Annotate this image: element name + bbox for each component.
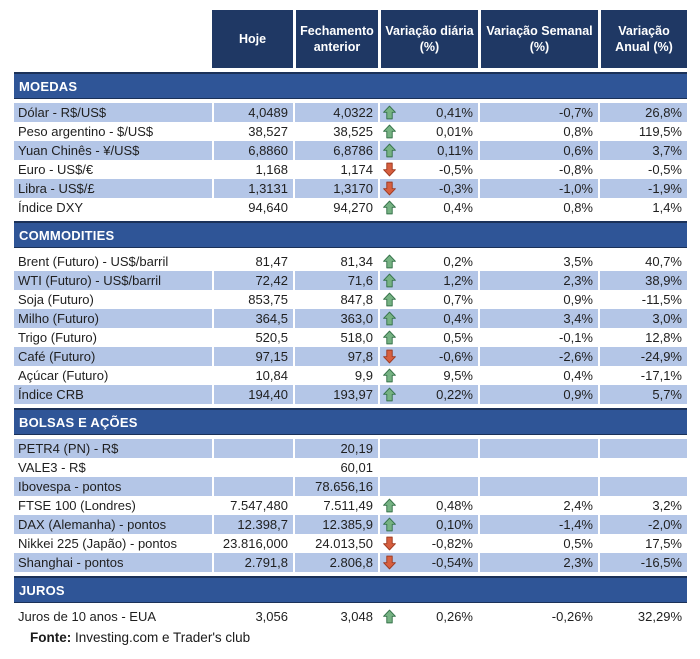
up-arrow-icon <box>382 609 397 624</box>
row-label: Ibovespa - pontos <box>18 479 122 494</box>
variacao-diaria-cell <box>378 309 478 328</box>
down-arrow-icon <box>382 162 397 177</box>
hoje-value <box>212 439 293 458</box>
row-label: DAX (Alemanha) - pontos <box>18 517 167 532</box>
variacao-diaria-cell <box>378 290 478 309</box>
variacao-anual-value: 3,2% <box>598 496 687 515</box>
row-label: Índice DXY <box>18 200 84 215</box>
fechamento-anterior-value: 24.013,50 <box>293 534 378 553</box>
variacao-diaria-value: 0,4% <box>443 311 473 326</box>
variacao-diaria-cell <box>378 179 478 198</box>
variacao-diaria-cell <box>378 141 478 160</box>
variacao-semanal-value: -0,7% <box>478 103 598 122</box>
variacao-semanal-value: -0,1% <box>478 328 598 347</box>
variacao-semanal-value: 0,9% <box>478 290 598 309</box>
variacao-diaria-cell <box>378 477 478 496</box>
up-arrow-icon <box>382 273 397 288</box>
down-arrow-icon <box>382 349 397 364</box>
up-arrow-icon <box>382 200 397 215</box>
variacao-semanal-value: 2,4% <box>478 496 598 515</box>
header-cell-empty <box>14 10 212 68</box>
row-label: Dólar - R$/US$ <box>18 105 107 120</box>
variacao-diaria-cell <box>378 347 478 366</box>
row-label: WTI (Futuro) - US$/barril <box>18 273 162 288</box>
table-row <box>14 160 687 179</box>
fechamento-anterior-value: 20,19 <box>293 439 378 458</box>
up-arrow-icon <box>382 311 397 326</box>
variacao-anual-value: 1,4% <box>598 198 687 217</box>
hoje-value: 364,5 <box>212 309 293 328</box>
variacao-semanal-value: 0,8% <box>478 198 598 217</box>
variacao-anual-value: 40,7% <box>598 252 687 271</box>
variacao-diaria-cell <box>378 271 478 290</box>
row-label: Euro - US$/€ <box>18 162 94 177</box>
table-row <box>14 141 687 160</box>
up-arrow-icon <box>382 124 397 139</box>
fechamento-anterior-value: 847,8 <box>293 290 378 309</box>
variacao-semanal-value: -1,0% <box>478 179 598 198</box>
up-arrow-icon <box>382 498 397 513</box>
row-label: Açúcar (Futuro) <box>18 368 109 383</box>
table-header-row <box>14 10 687 68</box>
hoje-value: 194,40 <box>212 385 293 404</box>
variacao-diaria-cell <box>378 103 478 122</box>
table-row <box>14 309 687 328</box>
variacao-diaria-value: -0,5% <box>439 162 473 177</box>
table-row <box>14 385 687 404</box>
down-arrow-icon <box>382 555 397 570</box>
variacao-anual-value: 3,0% <box>598 309 687 328</box>
variacao-diaria-value: 0,5% <box>443 330 473 345</box>
fechamento-anterior-value: 6,8786 <box>293 141 378 160</box>
variacao-diaria-value: 0,48% <box>436 498 473 513</box>
variacao-semanal-value: 0,9% <box>478 385 598 404</box>
header-cell-variacao-diaria: Variação diária (%) <box>378 10 478 68</box>
table-row <box>14 328 687 347</box>
header-cell-fechamento-anterior: Fechamento anterior <box>293 10 378 68</box>
hoje-value: 853,75 <box>212 290 293 309</box>
fechamento-anterior-value: 60,01 <box>293 458 378 477</box>
table-row <box>14 515 687 534</box>
fechamento-anterior-value: 7.511,49 <box>293 496 378 515</box>
variacao-semanal-value <box>478 477 598 496</box>
header-cell-variacao-semanal: Variação Semanal (%) <box>478 10 598 68</box>
variacao-diaria-cell <box>378 439 478 458</box>
variacao-anual-value: 12,8% <box>598 328 687 347</box>
variacao-diaria-value: 1,2% <box>443 273 473 288</box>
variacao-diaria-value: 0,10% <box>436 517 473 532</box>
variacao-diaria-cell <box>378 198 478 217</box>
hoje-value: 94,640 <box>212 198 293 217</box>
table-row <box>14 477 687 496</box>
section-title: JUROS <box>19 582 65 598</box>
variacao-diaria-value: 9,5% <box>443 368 473 383</box>
fechamento-anterior-value: 1,3170 <box>293 179 378 198</box>
variacao-semanal-value: 0,6% <box>478 141 598 160</box>
variacao-anual-value: 119,5% <box>598 122 687 141</box>
section-title: BOLSAS E AÇÕES <box>19 414 138 430</box>
row-label: Peso argentino - $/US$ <box>18 124 154 139</box>
fechamento-anterior-value: 71,6 <box>293 271 378 290</box>
variacao-diaria-value: -0,3% <box>439 181 473 196</box>
hoje-value: 12.398,7 <box>212 515 293 534</box>
variacao-anual-value: -0,5% <box>598 160 687 179</box>
down-arrow-icon <box>382 536 397 551</box>
table-row <box>14 290 687 309</box>
up-arrow-icon <box>382 143 397 158</box>
variacao-semanal-value: 0,4% <box>478 366 598 385</box>
up-arrow-icon <box>382 292 397 307</box>
source-note <box>30 630 687 645</box>
fechamento-anterior-value: 78.656,16 <box>293 477 378 496</box>
row-label: Nikkei 225 (Japão) - pontos <box>18 536 177 551</box>
variacao-semanal-value <box>478 458 598 477</box>
variacao-diaria-value: 0,22% <box>436 387 473 402</box>
hoje-value: 23.816,000 <box>212 534 293 553</box>
hoje-value: 72,42 <box>212 271 293 290</box>
variacao-anual-value: -17,1% <box>598 366 687 385</box>
variacao-anual-value <box>598 458 687 477</box>
variacao-semanal-value: 0,8% <box>478 122 598 141</box>
variacao-anual-value: -16,5% <box>598 553 687 572</box>
hoje-value: 1,168 <box>212 160 293 179</box>
variacao-diaria-cell <box>378 328 478 347</box>
fechamento-anterior-value: 2.806,8 <box>293 553 378 572</box>
variacao-diaria-cell <box>378 607 478 626</box>
variacao-diaria-value: -0,82% <box>431 536 473 551</box>
variacao-anual-value: -1,9% <box>598 179 687 198</box>
variacao-anual-value: 5,7% <box>598 385 687 404</box>
hoje-value <box>212 458 293 477</box>
row-label: Yuan Chinês - ¥/US$ <box>18 143 140 158</box>
row-label: Índice CRB <box>18 387 84 402</box>
row-label: Shanghai - pontos <box>18 555 124 570</box>
table-row <box>14 122 687 141</box>
table-row <box>14 103 687 122</box>
variacao-semanal-value: 3,4% <box>478 309 598 328</box>
variacao-diaria-value: 0,2% <box>443 254 473 269</box>
variacao-diaria-cell <box>378 252 478 271</box>
table-row <box>14 366 687 385</box>
variacao-anual-value: 38,9% <box>598 271 687 290</box>
variacao-semanal-value: 2,3% <box>478 553 598 572</box>
table-sections <box>14 72 687 626</box>
variacao-diaria-value: -0,54% <box>431 555 473 570</box>
fechamento-anterior-value: 12.385,9 <box>293 515 378 534</box>
variacao-anual-value <box>598 477 687 496</box>
section-title: COMMODITIES <box>19 227 115 243</box>
fechamento-anterior-value: 363,0 <box>293 309 378 328</box>
up-arrow-icon <box>382 254 397 269</box>
variacao-diaria-value: 0,01% <box>436 124 473 139</box>
row-label: PETR4 (PN) - R$ <box>18 441 119 456</box>
variacao-diaria-value: 0,7% <box>443 292 473 307</box>
variacao-diaria-cell <box>378 496 478 515</box>
table-row <box>14 347 687 366</box>
row-label: Juros de 10 anos - EUA <box>18 609 157 624</box>
variacao-semanal-value: -0,8% <box>478 160 598 179</box>
variacao-diaria-cell <box>378 160 478 179</box>
hoje-value: 520,5 <box>212 328 293 347</box>
row-label: Soja (Futuro) <box>18 292 94 307</box>
row-label: FTSE 100 (Londres) <box>18 498 136 513</box>
hoje-value: 2.791,8 <box>212 553 293 572</box>
row-label: Milho (Futuro) <box>18 311 99 326</box>
variacao-diaria-cell <box>378 534 478 553</box>
variacao-diaria-cell <box>378 385 478 404</box>
variacao-diaria-cell <box>378 366 478 385</box>
variacao-diaria-cell <box>378 553 478 572</box>
variacao-anual-value: 32,29% <box>598 607 687 626</box>
hoje-value: 10,84 <box>212 366 293 385</box>
variacao-anual-value: -11,5% <box>598 290 687 309</box>
row-label: Libra - US$/£ <box>18 181 95 196</box>
section-header-moedas <box>14 72 687 99</box>
variacao-diaria-value: 0,41% <box>436 105 473 120</box>
hoje-value: 1,3131 <box>212 179 293 198</box>
variacao-diaria-cell <box>378 458 478 477</box>
table-row <box>14 179 687 198</box>
variacao-anual-value: -2,0% <box>598 515 687 534</box>
variacao-diaria-value: -0,6% <box>439 349 473 364</box>
table-row <box>14 252 687 271</box>
variacao-semanal-value: -2,6% <box>478 347 598 366</box>
hoje-value: 3,056 <box>212 607 293 626</box>
fechamento-anterior-value: 97,8 <box>293 347 378 366</box>
variacao-semanal-value: -1,4% <box>478 515 598 534</box>
variacao-semanal-value: -0,26% <box>478 607 598 626</box>
fechamento-anterior-value: 9,9 <box>293 366 378 385</box>
fechamento-anterior-value: 3,048 <box>293 607 378 626</box>
variacao-diaria-cell <box>378 122 478 141</box>
hoje-value: 38,527 <box>212 122 293 141</box>
variacao-diaria-cell <box>378 515 478 534</box>
row-label: Brent (Futuro) - US$/barril <box>18 254 169 269</box>
variacao-semanal-value: 3,5% <box>478 252 598 271</box>
section-header-bolsas-e-acoes <box>14 408 687 435</box>
table-row <box>14 553 687 572</box>
up-arrow-icon <box>382 387 397 402</box>
variacao-diaria-value: 0,11% <box>437 143 473 158</box>
table-row <box>14 439 687 458</box>
header-cell-hoje: Hoje <box>212 10 293 68</box>
source-note-text: Investing.com e Trader's club <box>71 630 251 645</box>
variacao-anual-value: 26,8% <box>598 103 687 122</box>
variacao-diaria-value: 0,26% <box>436 609 473 624</box>
hoje-value: 81,47 <box>212 252 293 271</box>
up-arrow-icon <box>382 105 397 120</box>
hoje-value: 4,0489 <box>212 103 293 122</box>
variacao-anual-value: 17,5% <box>598 534 687 553</box>
section-header-juros <box>14 576 687 603</box>
hoje-value <box>212 477 293 496</box>
fechamento-anterior-value: 38,525 <box>293 122 378 141</box>
variacao-diaria-value: 0,4% <box>443 200 473 215</box>
row-label: Trigo (Futuro) <box>18 330 97 345</box>
hoje-value: 7.547,480 <box>212 496 293 515</box>
table-row <box>14 534 687 553</box>
table-row <box>14 496 687 515</box>
financial-table <box>14 10 687 645</box>
fechamento-anterior-value: 518,0 <box>293 328 378 347</box>
table-row <box>14 271 687 290</box>
table-row <box>14 198 687 217</box>
variacao-anual-value: 3,7% <box>598 141 687 160</box>
section-header-commodities <box>14 221 687 248</box>
fechamento-anterior-value: 1,174 <box>293 160 378 179</box>
row-label: Café (Futuro) <box>18 349 96 364</box>
variacao-semanal-value: 2,3% <box>478 271 598 290</box>
fechamento-anterior-value: 81,34 <box>293 252 378 271</box>
variacao-semanal-value: 0,5% <box>478 534 598 553</box>
fechamento-anterior-value: 193,97 <box>293 385 378 404</box>
up-arrow-icon <box>382 517 397 532</box>
row-label: VALE3 - R$ <box>18 460 86 475</box>
variacao-anual-value: -24,9% <box>598 347 687 366</box>
table-row <box>14 607 687 626</box>
up-arrow-icon <box>382 368 397 383</box>
hoje-value: 6,8860 <box>212 141 293 160</box>
section-title: MOEDAS <box>19 78 78 94</box>
down-arrow-icon <box>382 181 397 196</box>
table-row <box>14 458 687 477</box>
variacao-anual-value <box>598 439 687 458</box>
fechamento-anterior-value: 4,0322 <box>293 103 378 122</box>
variacao-semanal-value <box>478 439 598 458</box>
source-note-label: Fonte: <box>30 630 72 645</box>
header-cell-variacao-anual: Variação Anual (%) <box>598 10 687 68</box>
fechamento-anterior-value: 94,270 <box>293 198 378 217</box>
up-arrow-icon <box>382 330 397 345</box>
hoje-value: 97,15 <box>212 347 293 366</box>
